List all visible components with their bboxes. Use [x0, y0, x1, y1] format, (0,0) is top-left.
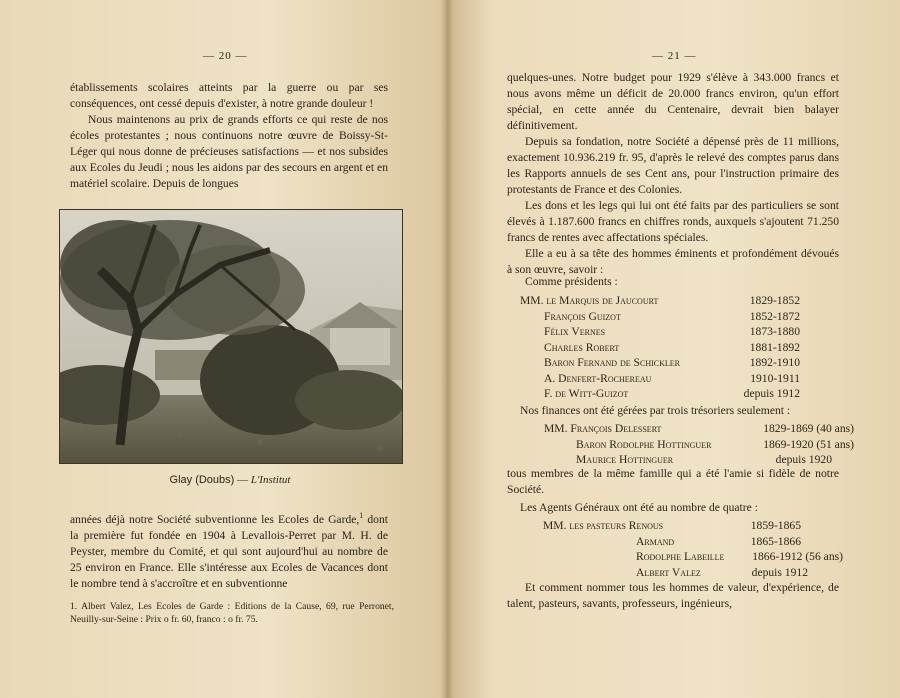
treasurer-name: Baron Rodolphe Hottinguer [576, 437, 712, 451]
page-number-right: — 21 — [652, 50, 697, 62]
book-gutter [440, 0, 454, 698]
right-closing-paragraph: Et comment nommer tous les hommes de valeur, d'expérience, de talent, pasteurs, savants, professeurs, ingénieurs, [507, 581, 839, 610]
president-row [520, 371, 800, 387]
treasurer-years: 1869-1920 (51 ans) [763, 437, 854, 451]
president-years: 1881-1892 [749, 340, 800, 354]
president-row [520, 386, 800, 402]
right-paragraph-3: Les dons et les legs qui lui ont été faits par des particuliers se sont élevés à 1.187.600 francs en chiffres ronds, auxquels s'ajoutent 71.250 francs de rentes avec affectations spéciales. [507, 199, 839, 244]
agent-row [543, 565, 808, 581]
left-page [0, 0, 447, 698]
agent-name: Albert Valez [636, 565, 701, 579]
left-text-top [70, 80, 388, 192]
president-years: depuis 1912 [743, 387, 800, 400]
agent-name: Rodolphe Labeille [636, 550, 725, 563]
president-name: Charles Robert [544, 340, 620, 354]
president-name: F. de Witt-Guizot [544, 387, 629, 400]
president-name: Baron Fernand de Schickler [544, 356, 680, 369]
right-paragraph-1: quelques-unes. Notre budget pour 1929 s'élève à 343.000 francs et nous avons même un déficit de 20.000 francs environ, qu'un effort spécial, en cette année du Centenaire, devrait bien balayer définitivement. [507, 71, 839, 132]
treasurer-years: depuis 1920 [775, 453, 832, 466]
agent-row [543, 534, 801, 550]
left-paragraph-3-start: années déjà notre Société subventionne les Ecoles de Garde, [70, 512, 360, 526]
president-row [520, 309, 800, 325]
president-years: 1892-1910 [749, 356, 800, 369]
president-years: 1829-1852 [749, 294, 800, 307]
agents-list [543, 518, 843, 580]
photo-caption [60, 474, 400, 486]
president-row [520, 340, 800, 356]
left-paragraph-3-cont: dont la première fut fondée en 1904 à Levallois-Perret par M. H. de Peyster, membre du Comité, et qui sont aujourd'hui au nombre de 25 environ en France. Elle s'intéresse aux Ecoles de Vacances dont le nombre tend à s'accroître et en subventionne [70, 512, 388, 590]
president-years: 1910-1911 [750, 371, 800, 385]
agent-row [543, 549, 843, 565]
treasurer-name: Maurice Hottinguer [576, 453, 674, 466]
treasurer-name: MM. François Delessert [544, 422, 662, 435]
caption-dash: — [234, 474, 251, 486]
agent-row [543, 518, 801, 534]
footnote-marker: 1 [359, 511, 364, 520]
agent-years: 1859-1865 [750, 519, 801, 532]
treasurer-row [544, 437, 854, 453]
president-name: MM. le Marquis de Jaucourt [520, 294, 659, 307]
right-paragraph-2: Depuis sa fondation, notre Société a dépensé près de 11 millions, exactement 10.936.219 fr. 95, d'après le relevé des comptes parus dans les Rapports annuels de ses Cent ans, pour l'instruction primaire des protestants de France et des Colonies. [507, 135, 839, 196]
caption-institution: L'Institut [250, 474, 291, 486]
agent-years: 1866-1912 (56 ans) [752, 550, 843, 563]
left-paragraph-2: Nous maintenons au prix de grands efforts ce qui reste de nos écoles protestantes ; nous continuons notre œuvre de Boissy-St-Léger qui nous donne de précieuses satisfactions — et nos subsides aux Ecoles du Jeudi ; nous les aidons par des secours en argent et en matériel scolaire. Depuis de longues [70, 113, 388, 190]
treasurers-list [544, 421, 854, 468]
treasurers-outro: tous membres de la même famille qui a été l'amie si fidèle de notre Société. [507, 467, 839, 496]
president-name: A. Denfert-Rochereau [544, 371, 652, 385]
photograph-frame [59, 209, 403, 464]
agent-years: depuis 1912 [751, 565, 808, 579]
tree-photograph [60, 210, 402, 463]
agent-name: MM. les pasteurs Renous [543, 519, 664, 532]
president-row [520, 324, 800, 340]
treasurer-years: 1829-1869 (40 ans) [763, 422, 854, 435]
left-paragraph-1: établissements scolaires atteints par la guerre ou par ses conséquences, ont cessé depuis d'exister, à notre grande douleur ! [70, 81, 388, 110]
president-name: François Guizot [544, 309, 621, 323]
right-text-top [507, 70, 839, 278]
right-paragraph-4: Elle a eu à sa tête des hommes éminents et profondément dévoués à son œuvre, savoir : [507, 247, 839, 276]
right-page [447, 0, 900, 698]
treasurer-row [544, 421, 854, 437]
footnote: 1. Albert Valez, Les Ecoles de Garde : Editions de la Cause, 69, rue Perronet, Neuilly-sur-Seine : Prix o fr. 60, franco : o fr. 75. [70, 601, 394, 625]
agents-intro: Les Agents Généraux ont été au nombre de quatre : [520, 501, 758, 514]
page-number-left: — 20 — [203, 50, 248, 62]
left-paragraph-3 [70, 508, 388, 592]
treasurers-intro: Nos finances ont été gérées par trois trésoriers seulement : [520, 404, 791, 417]
agent-years: 1865-1866 [750, 534, 801, 548]
presidents-intro: Comme présidents : [525, 275, 618, 288]
president-name: Félix Vernes [544, 325, 606, 338]
presidents-list [520, 293, 800, 402]
agent-name: Armand [636, 534, 675, 548]
caption-place: Glay (Doubs) [169, 474, 235, 486]
president-years: 1873-1880 [749, 325, 800, 338]
left-text-bottom [70, 508, 388, 592]
president-row [520, 293, 800, 309]
president-years: 1852-1872 [749, 309, 800, 323]
president-row [520, 355, 800, 371]
